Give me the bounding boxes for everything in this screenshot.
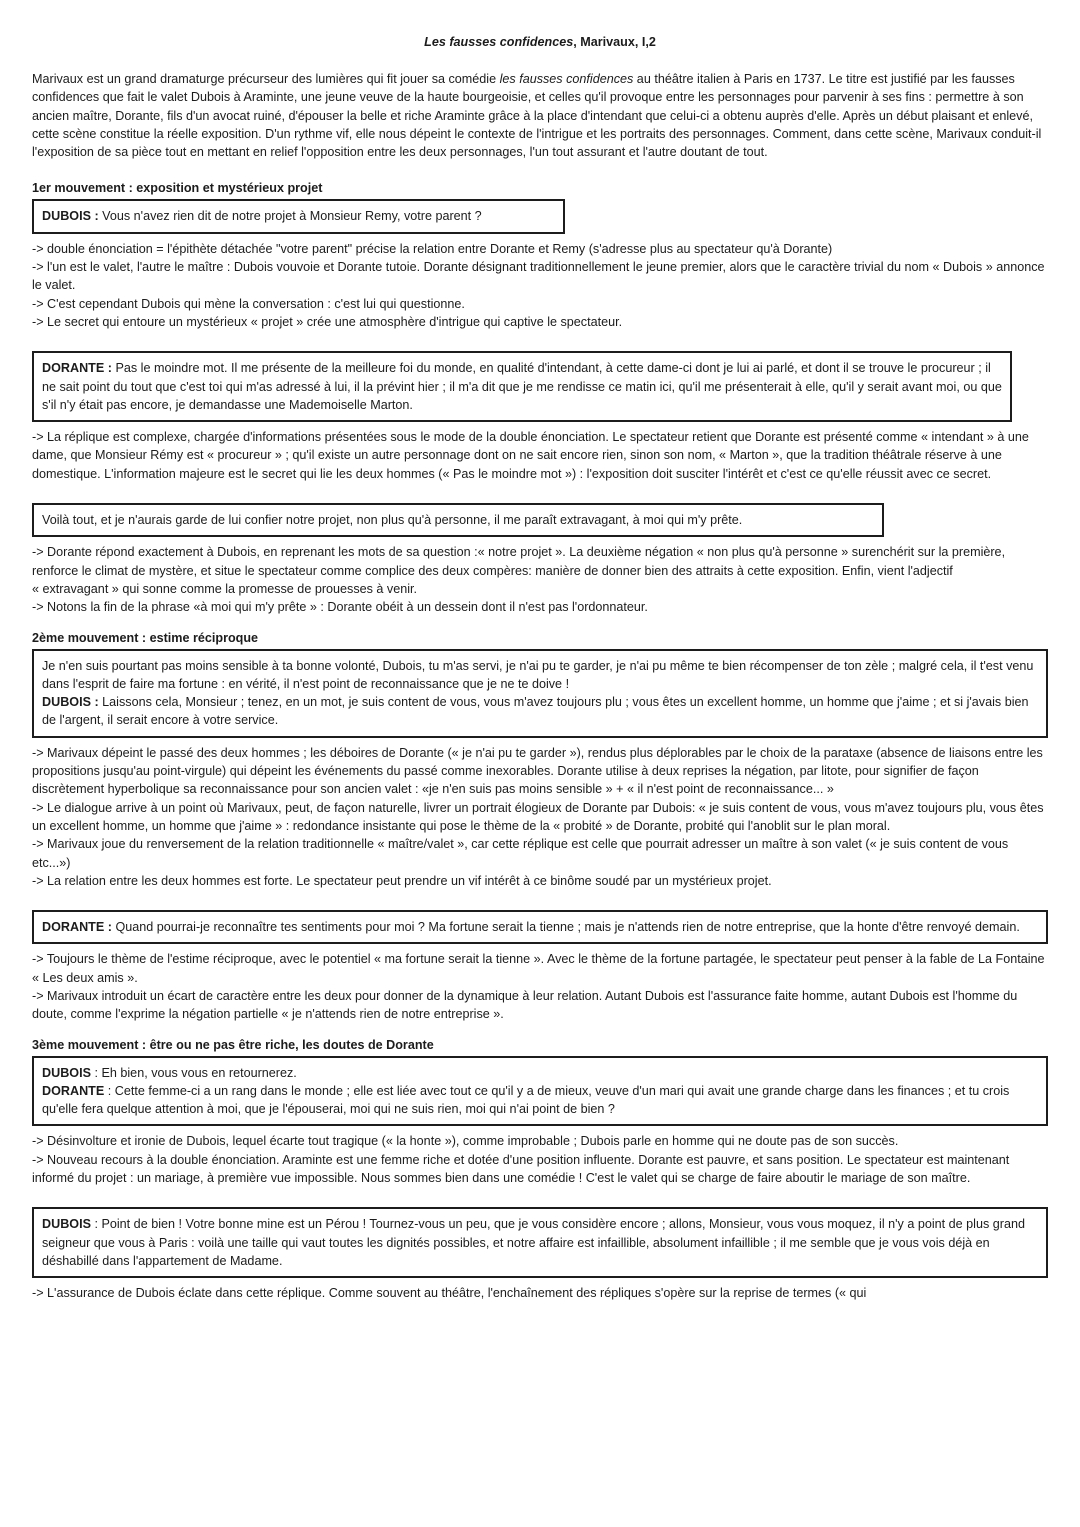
title-work: Les fausses confidences (424, 35, 574, 49)
analysis-line: -> Marivaux introduit un écart de caractère entre les deux pour donner de la dynamique à leur relation. Autant Dubois est l'assurance faite homme, autant Dubois est l'homme du doute, comme l'exprime la négation partielle « je n'attends rien de notre entreprise ». (32, 988, 1018, 1022)
analysis-block (32, 1284, 1048, 1302)
analysis-line: -> l'un est le valet, l'autre le maître : Dubois vouvoie et Dorante tutoie. Dorante désignant traditionnellement le jeune premier, alors que le caractère trivial du nom « Dubois » annonce le valet. (32, 260, 1045, 293)
quote-box (32, 351, 1012, 422)
analysis-line: -> Le dialogue arrive à un point où Marivaux, peut, de façon naturelle, livrer un portrait élogieux de Dorante par Dubois: « je suis content de vous, vous m'avez toujours plu, vous êtes un excellent homme, un homme que j'aime » : redondance insistante qui pose le thème de la « probité » de Dorante, probité qui l'anoblit sur le plan moral. (32, 800, 1044, 833)
analysis-line: -> Dorante répond exactement à Dubois, en reprenant les mots de sa question :« notre projet ». La deuxième négation « non plus qu'à personne » surenchérit sur la première, renforce le climat de mystère, et situe le spectateur comme complice des deux compères: manière de donner bien des attraits à cette exposition. Enfin, vient l'adjectif (32, 545, 1006, 578)
analysis-line: « extravagant » qui sonne comme la promesse de prouesses à venir. (32, 581, 418, 596)
analysis-line: -> Marivaux joue du renversement de la relation traditionnelle « maître/valet », car cette réplique est celle que pourrait adresser un maître à son valet (« je suis content de vous etc...») (32, 837, 1009, 870)
speaker-name: DUBOIS : (42, 695, 99, 710)
title-rest: , Marivaux, I,2 (573, 35, 656, 49)
speaker-name: DUBOIS : (42, 209, 99, 224)
speaker-name: DORANTE (42, 1083, 105, 1098)
section-heading-1: 1er mouvement : exposition et mystérieux projet (32, 181, 323, 196)
quote-box (32, 910, 1048, 944)
analysis-line: -> Désinvolture et ironie de Dubois, lequel écarte tout tragique (« la honte »), comme improbable ; Dubois parle en homme qui ne doute pas de son succès. (32, 1134, 899, 1149)
analysis-line: -> Toujours le thème de l'estime réciproque, avec le potentiel « ma fortune serait la tienne ». Avec le thème de la fortune partagée, le spectateur peut penser à la fable de La Fontaine « Les deux amis ». (32, 952, 1045, 985)
analysis-line: -> Le secret qui entoure un mystérieux « projet » crée une atmosphère d'intrigue qui captive le spectateur. (32, 314, 623, 329)
quote-box (32, 1056, 1048, 1127)
analysis-block (32, 950, 1048, 1023)
introduction: Marivaux est un grand dramaturge précurseur des lumières qui fit jouer sa comédie les fausses confidences au théâtre italien à Paris en 1737. Le titre est justifié par les fausses confidences que fait le valet Dubois à Araminte, une jeune veuve de la haute bourgeoisie, et celles qu'il provoque entre les personnages pour parvenir à ses fins : permettre à son ancien maître, Dorante, fils d'un avocat ruiné, d'épouser la belle et riche Araminte grâce à la place d'intendant que celui-ci a obtenu auprès d'elle. Après un début plaisant et enlevé, cette scène constitue la réelle exposition. D'un rythme vif, elle nous dépeint le contexte de l'intrigue et les portraits des personnages. Comment, dans cette scène, Marivaux conduit-il l'exposition de sa pièce tout en mettant en relief l'opposition entre les deux personnages, l'un tout assurant et l'autre doutant de tout. (32, 72, 1042, 160)
speaker-name: DORANTE : (42, 920, 112, 935)
analysis-line: -> Nouveau recours à la double énonciation. Araminte est une femme riche et dotée d'une position influente. Dorante est pauvre, et sans position. Le spectateur est maintenant informé du projet : un mariage, à première vue impossible. Nous sommes bien dans une comédie ! C'est le valet qui se charge de faire aboutir le mariage de son maître. (32, 1152, 1010, 1186)
quote-text: : Eh bien, vous vous en retournerez. (90, 1065, 297, 1080)
analysis-block (32, 543, 1048, 616)
analysis-line: -> La relation entre les deux hommes est forte. Le spectateur peut prendre un vif intérêt à ce binôme soudé par un mystérieux projet. (32, 873, 772, 888)
analysis-line: -> L'assurance de Dubois éclate dans cette réplique. Comme souvent au théâtre, l'enchaînement des répliques s'opère sur la reprise de termes (« qui (32, 1286, 867, 1301)
analysis-line: -> double énonciation = l'épithète détachée "votre parent" précise la relation entre Dorante et Remy (s'adresse plus au spectateur qu'à Dorante) (32, 241, 833, 256)
quote-text: Vous n'avez rien dit de notre projet à Monsieur Remy, votre parent ? (98, 209, 482, 224)
quote-text: Laissons cela, Monsieur ; tenez, en un mot, je suis content de vous, vous m'avez toujours plu ; vous êtes un excellent homme, un homme que j'aime ; et si j'avais bien de l'argent, il serait encore à votre service. (42, 695, 1029, 728)
quote-text: : Point de bien ! Votre bonne mine est un Pérou ! Tournez-vous un peu, que je vous considère encore ; allons, Monsieur, vous vous moquez, il n'y a point de plus grand seigneur que vous à Paris : voilà une taille qui vaut toutes les dignités possibles, et notre affaire est infaillible, absolument infaillible ; il me semble que je vous vois déjà en déshabillé dans l'appartement de Madame. (42, 1217, 1025, 1268)
quote-text: Pas le moindre mot. Il me présente de la meilleure foi du monde, en qualité d'intendant, à cette dame-ci dont je lui ai parlé, et dont il se trouve le procureur ; il ne sait point du tout que c'est toi qui m'as adressé à lui, il la prévint hier ; il m'a dit que je me rendisse ce matin ici, qu'il me présenterait à elle, qu'il y serait avant moi, ou que s'il n'y était pas encore, je demandasse une Mademoiselle Marton. (42, 361, 1002, 412)
document-page (32, 34, 1048, 1303)
quote-box (32, 649, 1048, 738)
document-title (32, 34, 1048, 50)
analysis-block (32, 428, 1048, 483)
quote-box (32, 503, 884, 537)
quote-text: Quand pourrai-je reconnaître tes sentiments pour moi ? Ma fortune serait la tienne ; mais je n'attends rien de notre entreprise, que la honte d'être renvoyé demain. (111, 920, 1020, 935)
quote-box (32, 199, 565, 233)
analysis-line: -> Marivaux dépeint le passé des deux hommes ; les déboires de Dorante (« je n'ai pu te garder »), rendus plus déplorables par le choix de la parataxe (absence de liaisons entre les propositions jusqu'au point-virgule) qui dépeint les événements du passé comme inexorables. Dorante utilise à deux reprises la négation, par litote, pour signifier de façon discrètement hyperbolique sa reconnaissance pour son ancien valet : «je n'en suis pas moins sensible » + « il n'est point de reconnaissance... » (32, 745, 1043, 797)
analysis-block (32, 240, 1048, 331)
analysis-line: -> C'est cependant Dubois qui mène la conversation : c'est lui qui questionne. (32, 296, 465, 311)
speaker-name: DUBOIS (42, 1217, 91, 1232)
analysis-block (32, 1132, 1048, 1187)
analysis-block (32, 744, 1048, 890)
section-heading-2: 2ème mouvement : estime réciproque (32, 630, 259, 645)
quote-box (32, 1207, 1048, 1278)
quote-text: : Cette femme-ci a un rang dans le monde ; elle est liée avec tout ce qu'il y a de mieux, veuve d'un mari qui avait une grande charge dans les finances ; et tu crois qu'elle fera quelque attention à moi, que je l'épouserai, moi qui ne suis rien, moi qui n'ai point de bien ? (42, 1083, 1010, 1117)
analysis-line: -> La réplique est complexe, chargée d'informations présentées sous le mode de la double énonciation. Le spectateur retient que Dorante est présenté comme « intendant » à une dame, que Monsieur Rémy est « procureur » ; qu'il existe un autre personnage dont on ne sait encore rien, sinon son nom, « Marton », que la tradition théâtrale réserve à une domestique. L'information majeure est le secret qui lie les deux hommes (« Pas le moindre mot ») : l'exposition doit susciter l'intérêt et c'est ce qu'elle réussit avec ce secret. (32, 430, 1029, 481)
speaker-name: DUBOIS (42, 1065, 91, 1080)
quote-text: Voilà tout, et je n'aurais garde de lui confier notre projet, non plus qu'à personne, il me paraît extravagant, à moi qui m'y prête. (42, 513, 743, 528)
intro-work-title: les fausses confidences (499, 72, 634, 86)
quote-text: Je n'en suis pourtant pas moins sensible à ta bonne volonté, Dubois, tu m'as servi, je n'ai pu te garder, je n'ai pu même te bien récompenser de ton zèle ; malgré cela, il t'est venu dans l'esprit de faire ma fortune : en vérité, il n'est point de reconnaissance que je ne te doive ! (42, 658, 1034, 691)
speaker-name: DORANTE : (42, 361, 112, 376)
analysis-line: -> Notons la fin de la phrase «à moi qui m'y prête » : Dorante obéit à un dessein dont il n'est pas l'ordonnateur. (32, 600, 648, 615)
section-heading-3: 3ème mouvement : être ou ne pas être riche, les doutes de Dorante (32, 1037, 434, 1052)
